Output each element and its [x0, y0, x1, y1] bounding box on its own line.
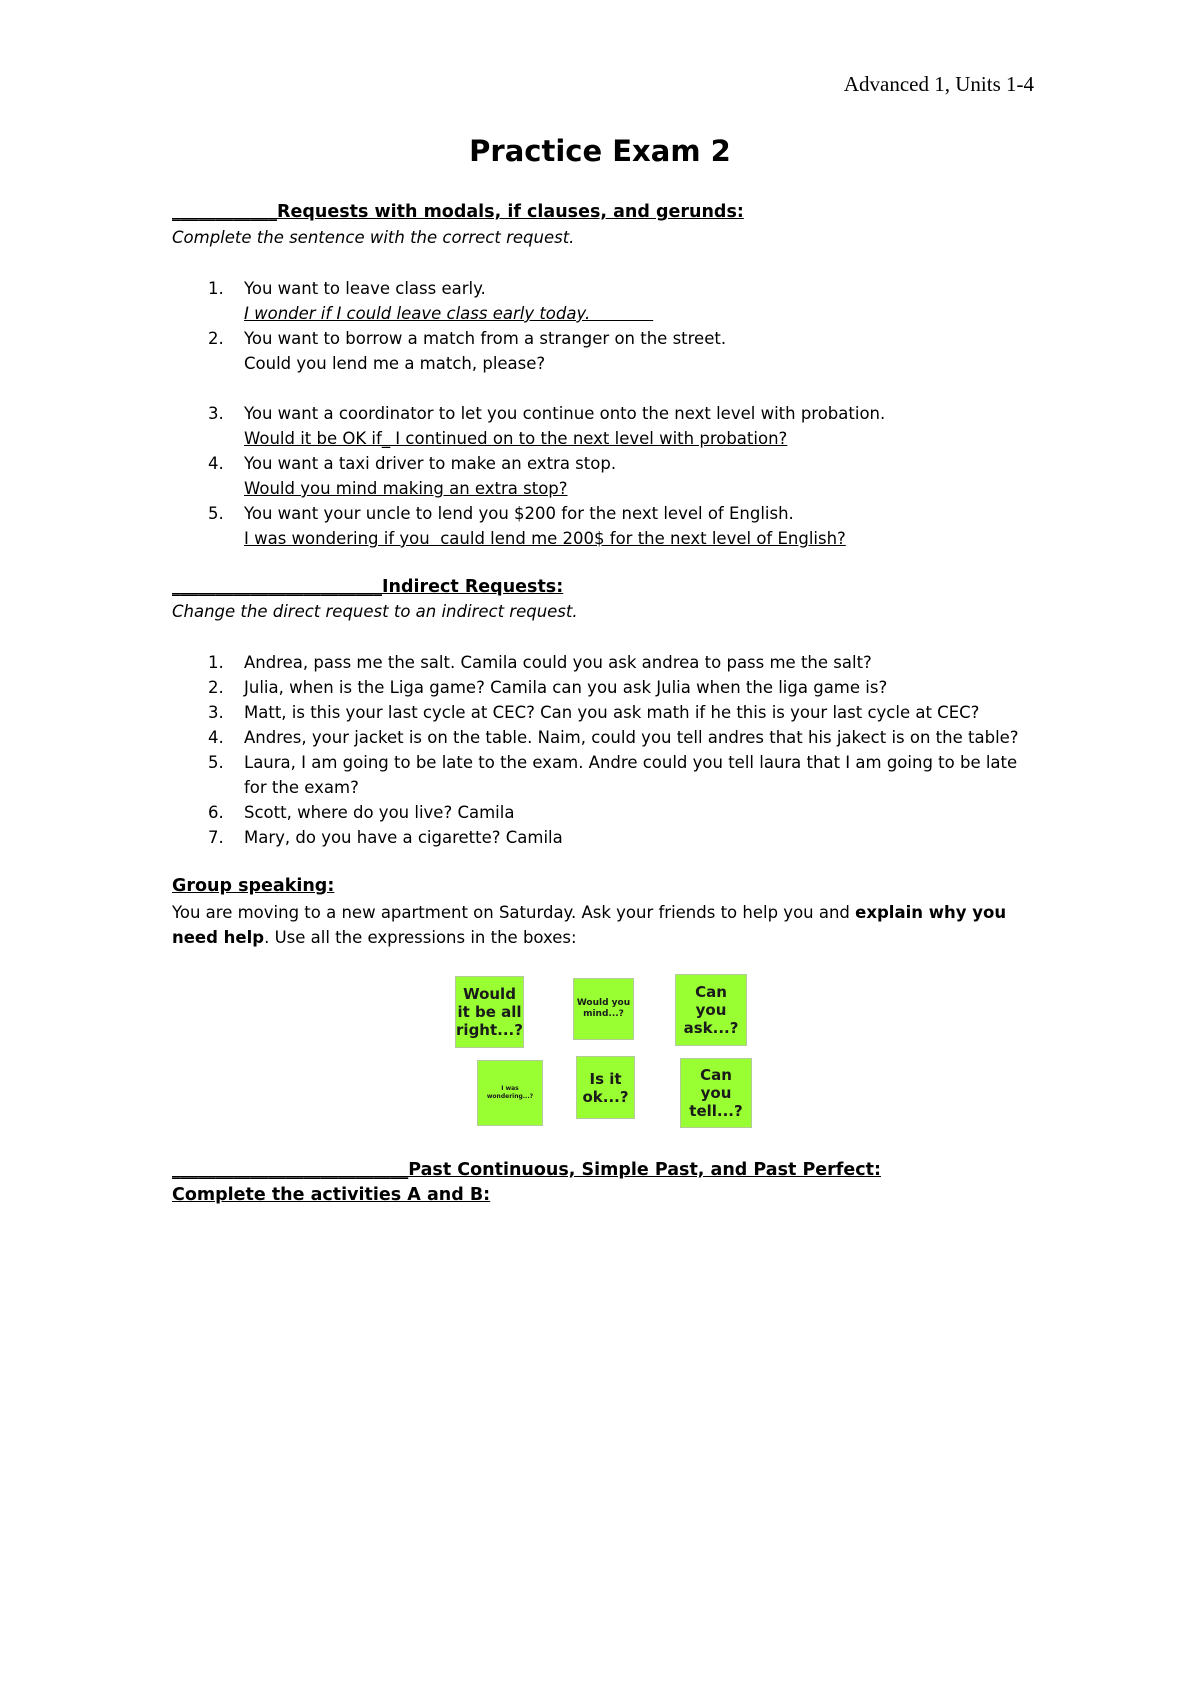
section-instruction-indirect: Change the direct request to an indirect request. — [172, 602, 578, 621]
list-item: 2. You want to borrow a match from a stranger on the street. Could you lend me a match, please? — [172, 326, 1052, 376]
list-item: 1. You want to leave class early. I wonder if I could leave class early today. — [172, 276, 1052, 326]
list-item: 3. Matt, is this your last cycle at CEC? Can you ask math if he this is your last cycle at CEC? — [208, 703, 980, 722]
section-heading-requests: ____________Requests with modals, if clauses, and gerunds: — [172, 202, 744, 222]
page-title: Practice Exam 2 — [469, 134, 731, 168]
section-heading-indirect: ________________________Indirect Requests: — [172, 577, 564, 597]
expression-box: Would it be all right...? — [455, 976, 524, 1048]
expression-box: Would you mind...? — [573, 978, 634, 1040]
list-item: 3. You want a coordinator to let you continue onto the next level with probation. Would it be OK if_ I continued on to the next level with probation? — [172, 401, 1052, 451]
section-instruction-requests: Complete the sentence with the correct request. — [172, 228, 575, 247]
section-heading-group-speaking: Group speaking: — [172, 876, 335, 896]
answer-text: Would it be OK if_ I continued on to the next level with probation? — [244, 429, 788, 448]
section-heading-past-tenses: ___________________________Past Continuous, Simple Past, and Past Perfect: — [172, 1160, 882, 1180]
list-item: 6. Scott, where do you live? Camila — [208, 803, 515, 822]
list-item: 4. You want a taxi driver to make an extra stop. Would you mind making an extra stop? — [172, 451, 1052, 501]
section-subheading-activities: Complete the activities A and B: — [172, 1185, 491, 1205]
course-header: Advanced 1, Units 1-4 — [843, 72, 1034, 96]
expression-box: Can you tell...? — [680, 1058, 752, 1128]
list-item: 1. Andrea, pass me the salt. Camila could you ask andrea to pass me the salt? — [208, 653, 872, 672]
answer-text: Could you lend me a match, please? — [244, 354, 546, 373]
requests-list — [172, 276, 1052, 551]
list-item: 7. Mary, do you have a cigarette? Camila — [208, 828, 563, 847]
list-item: 4. Andres, your jacket is on the table. Naim, could you tell andres that his jakect is on the table? — [208, 728, 1019, 747]
group-speaking-instructions: You are moving to a new apartment on Saturday. Ask your friends to help you and explain why you need help. Use all the expressions in the boxes: — [172, 903, 1007, 947]
expression-box: Is it ok...? — [576, 1056, 635, 1119]
answer-text: I was wondering if you cauld lend me 200$ for the next level of English? — [244, 529, 846, 548]
expression-box: Can you ask...? — [675, 974, 747, 1046]
indirect-requests-list — [172, 650, 1052, 850]
answer-text: I wonder if I could leave class early today. — [244, 304, 654, 323]
list-item: 5. You want your uncle to lend you $200 for the next level of English. I was wondering if you cauld lend me 200$ for the next level of English? — [172, 501, 1052, 551]
list-item: 5. Laura, I am going to be late to the exam. Andre could you tell laura that I am going to be late for the exam? — [208, 753, 1018, 797]
expression-box: I was wondering...? — [477, 1060, 543, 1126]
list-item: 2. Julia, when is the Liga game? Camila can you ask Julia when the liga game is? — [208, 678, 888, 697]
answer-text: Would you mind making an extra stop? — [244, 479, 568, 498]
